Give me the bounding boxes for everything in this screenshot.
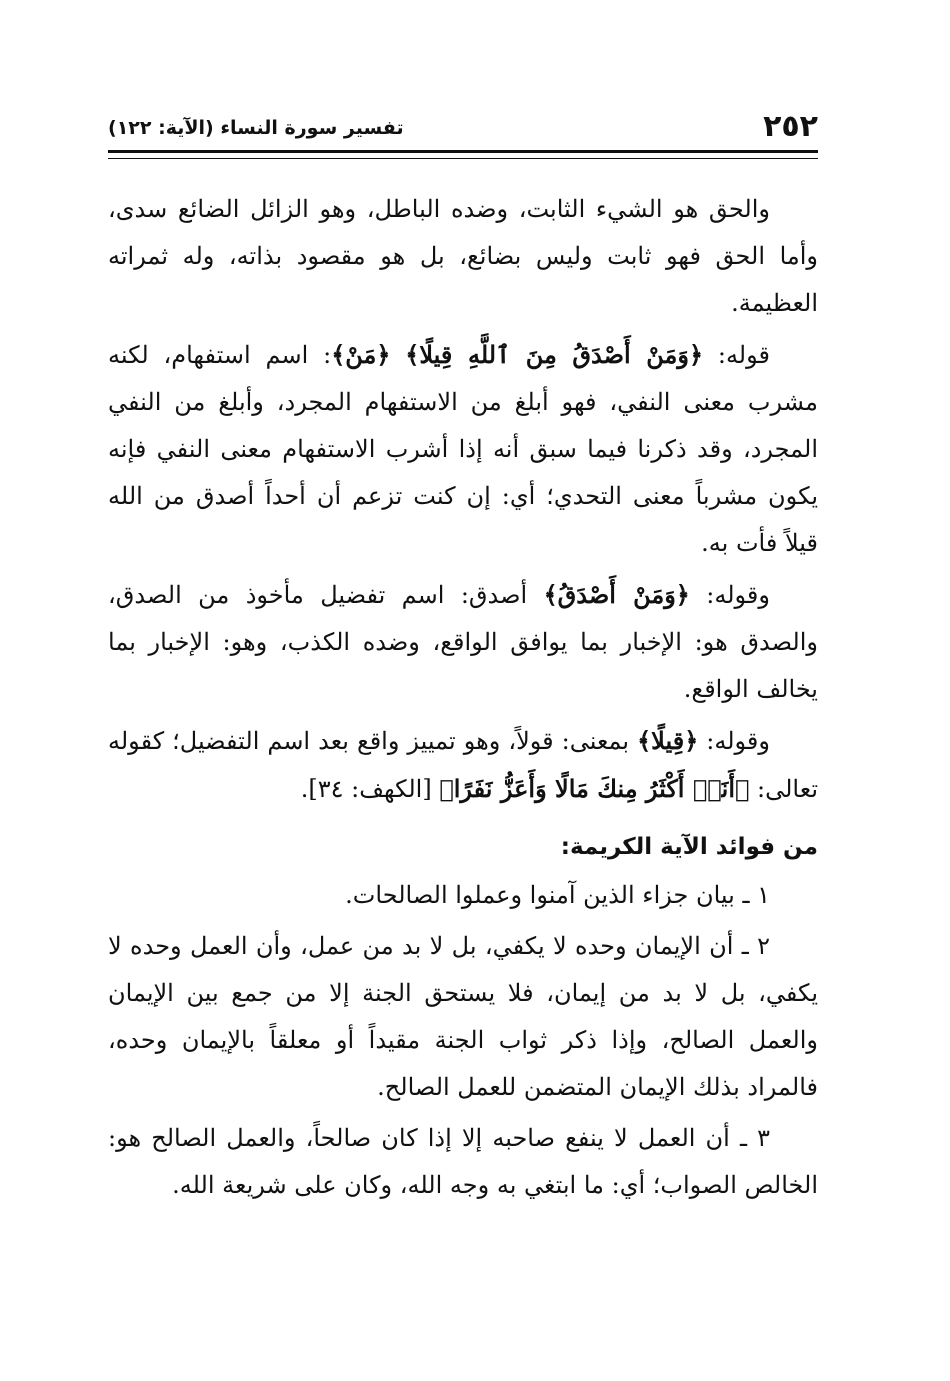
- paragraph-text: وقوله:: [689, 581, 770, 609]
- page-number: ٢٥٢: [763, 109, 818, 144]
- quran-quote: ﴿وَمَنْ أَصْدَقُ﴾: [543, 580, 690, 609]
- benefit-item: ١ ـ بيان جزاء الذين آمنوا وعملوا الصالحات.: [345, 881, 770, 909]
- paragraph-text: : اسم استفهام، لكنه مشرب معنى النفي، فهو أبلغ من الاستفهام المجرد، وأبلغ من النفي المجرد، وقد ذكرنا فيما سبق أنه إذا أشرب الاستفهام معنى النفي فإنه يكون مشرباً معنى التحدي؛ أي: إن كنت تزعم أن أحداً أصدق من الله قيلاً فأت به.: [108, 341, 818, 557]
- paragraph-text: [390, 341, 405, 369]
- paragraph-text: [الكهف: ٣٤].: [300, 775, 440, 803]
- quran-quote: ﴿مَنْ﴾: [331, 340, 391, 369]
- paragraph-text: قوله:: [703, 341, 770, 369]
- quran-quote: ﴿أَنَا۠ أَكْثَرُ مِنكَ مَالًا وَأَعَزُّ نَفَرًا﴾: [439, 774, 750, 803]
- header-rule: [108, 150, 818, 159]
- paragraph-text: بمعنى: قولاً، وهو تمييز واقع بعد اسم التفضيل؛ كقوله تعالى:: [108, 727, 818, 803]
- paragraph-text: أصدق: اسم تفضيل مأخوذ من الصدق، والصدق هو: الإخبار بما يوافق الواقع، وضده الكذب، وهو: الإخبار بما يخالف الواقع.: [108, 581, 818, 703]
- paragraph-text: وقوله:: [698, 727, 770, 755]
- section-heading: من فوائد الآية الكريمة:: [560, 834, 818, 860]
- benefit-item: ٢ ـ أن الإيمان وحده لا يكفي، بل لا بد من عمل، وأن العمل وحده لا يكفي، بل لا بد من إيمان، فلا يستحق الجنة إلا من جمع بين الإيمان والعمل الصالح، وإذا ذكر ثواب الجنة مقيداً أو معلقاً بالإيمان وحده، فالمراد بذلك الإيمان المتضمن للعمل الصالح.: [108, 932, 818, 1101]
- paragraph-text: والحق هو الشيء الثابت، وضده الباطل، وهو الزائل الضائع سدى، وأما الحق فهو ثابت وليس بضائع، بل هو مقصود بذاته، وله ثمراته العظيمة.: [108, 195, 818, 317]
- body-text: [108, 186, 818, 1213]
- quran-quote: ﴿قِيلًا﴾: [637, 726, 699, 755]
- paragraph-who-truer: [108, 331, 818, 567]
- quran-quote: ﴿وَمَنْ أَصْدَقُ مِنَ ٱللَّهِ قِيلًا﴾: [405, 340, 704, 369]
- paragraph-asdaq: [108, 571, 818, 713]
- page-header: [108, 108, 818, 148]
- paragraph-truth: [108, 186, 818, 327]
- benefit-item: ٣ ـ أن العمل لا ينفع صاحبه إلا إذا كان صالحاً، والعمل الصالح هو: الخالص الصواب؛ أي: ما ابتغي به وجه الله، وكان على شريعة الله.: [108, 1124, 818, 1199]
- running-title: تفسير سورة النساء (الآية: ١٢٢): [108, 117, 404, 139]
- paragraph-qila: [108, 717, 818, 813]
